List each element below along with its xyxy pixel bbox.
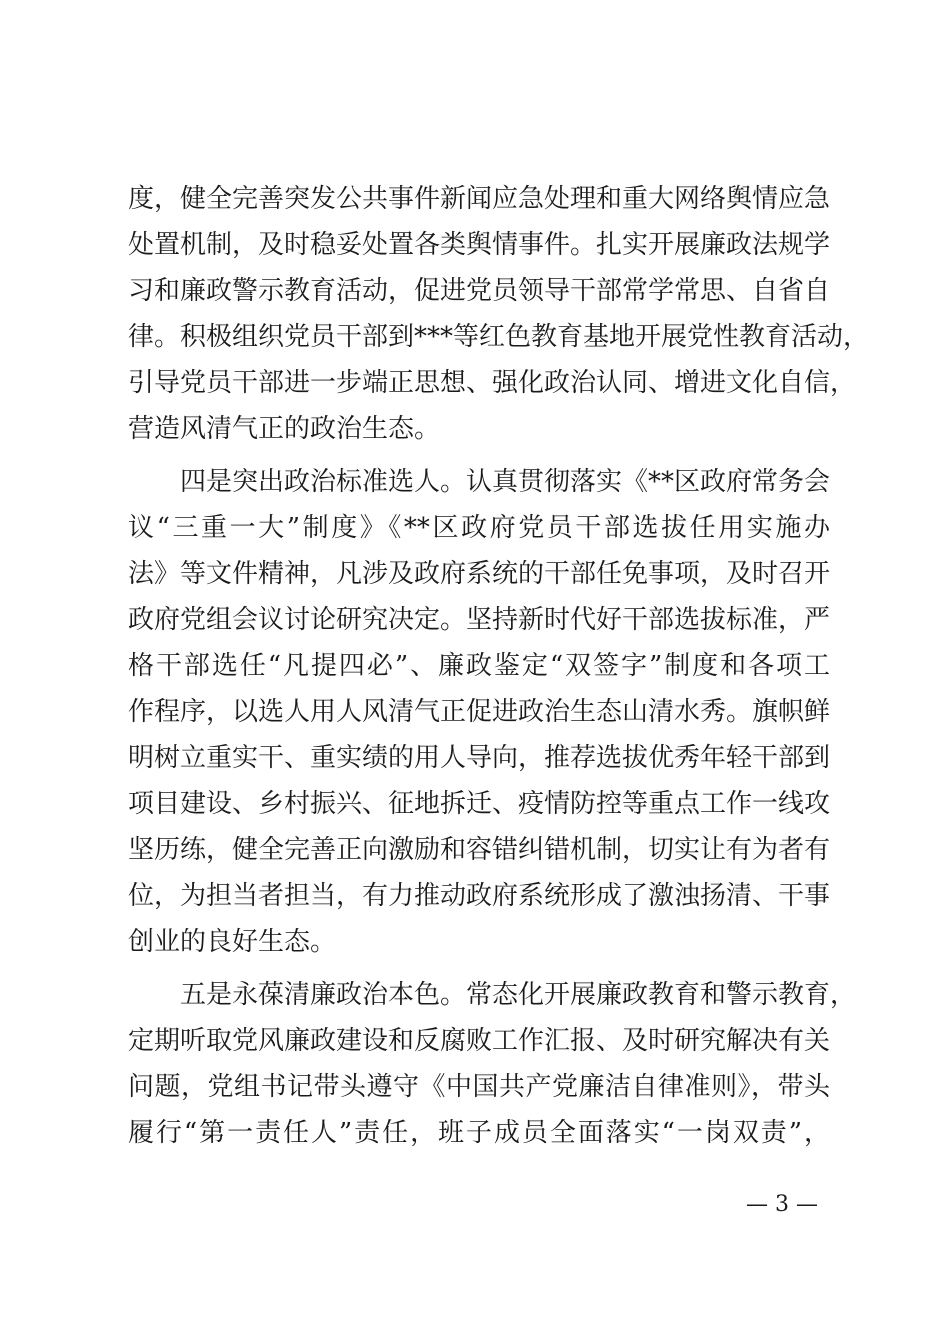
page-number: — 3 —: [746, 1192, 818, 1217]
paragraph-first-line: 四是突出政治标准选人。认真贯彻落实《**区政府常务会: [180, 467, 831, 497]
paragraph-line: 项目建设、乡村振兴、征地拆迁、疫情防控等重点工作一线攻: [128, 789, 831, 819]
paragraph-line: 营造风清气正的政治生态。: [128, 414, 441, 444]
paragraph-line: 履行“第一责任人”责任，班子成员全面落实“一岗双责”，: [128, 1118, 830, 1148]
paragraph-line: 政府党组会议讨论研究决定。坚持新时代好干部选拔标准，严: [128, 605, 831, 635]
paragraph-first-line: 五是永葆清廉政治本色。常态化开展廉政教育和警示教育，: [180, 980, 857, 1010]
paragraph-line: 引导党员干部进一步端正思想、强化政治认同、增进文化自信，: [128, 368, 857, 398]
paragraph-line: 位，为担当者担当，有力推动政府系统形成了激浊扬清、干事: [128, 881, 831, 911]
paragraph-line: 律。积极组织党员干部到***等红色教育基地开展党性教育活动，: [128, 322, 870, 352]
paragraph-line: 习和廉政警示教育活动，促进党员领导干部常学常思、自省自: [128, 276, 831, 306]
paragraph-line: 作程序，以选人用人风清气正促进政治生态山清水秀。旗帜鲜: [128, 697, 831, 727]
paragraph-line: 法》等文件精神，凡涉及政府系统的干部任免事项，及时召开: [128, 559, 831, 589]
paragraph-line: 处置机制，及时稳妥处置各类舆情事件。扎实开展廉政法规学: [128, 230, 831, 260]
paragraph-line: 格干部选任“凡提四必”、廉政鉴定“双签字”制度和各项工: [128, 651, 830, 681]
paragraph-line: 定期听取党风廉政建设和反腐败工作汇报、及时研究解决有关: [128, 1026, 831, 1056]
paragraph-line: 度，健全完善突发公共事件新闻应急处理和重大网络舆情应急: [128, 184, 831, 214]
paragraph-line: 明树立重实干、重实绩的用人导向，推荐选拔优秀年轻干部到: [128, 743, 831, 773]
paragraph-line: 问题，党组书记带头遵守《中国共产党廉洁自律准则》，带头: [128, 1072, 830, 1102]
paragraph-line: 创业的良好生态。: [128, 927, 337, 957]
paragraph-line: 议“三重一大”制度》《**区政府党员干部选拔任用实施办: [128, 513, 830, 543]
paragraph-line: 坚历练，健全完善正向激励和容错纠错机制，切实让有为者有: [128, 835, 831, 865]
